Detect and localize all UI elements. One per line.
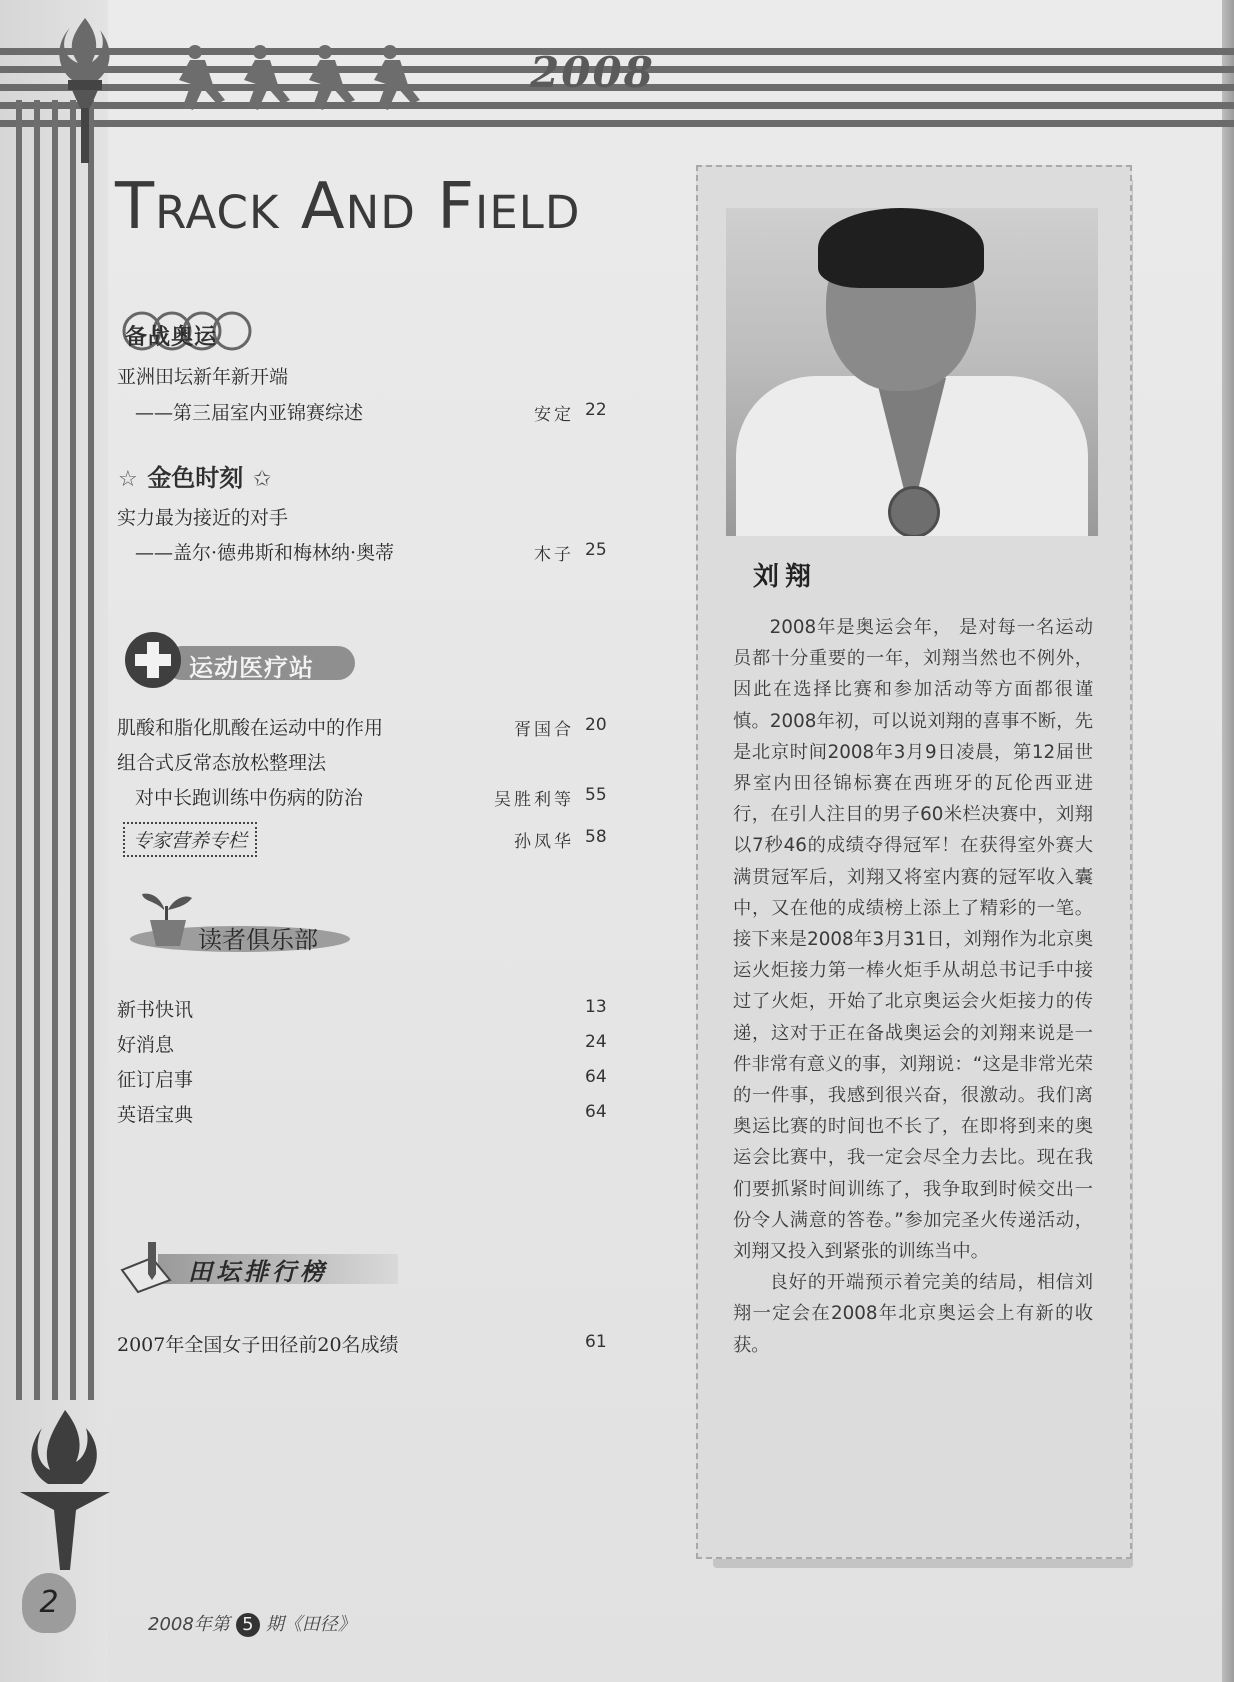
- toc-entry-author: 孙凤华: [514, 832, 574, 852]
- toc-entry-page[interactable]: 64: [585, 1067, 607, 1087]
- toc-entry-page[interactable]: 20: [585, 715, 607, 735]
- footer-suffix: 期《田径》: [265, 1614, 356, 1635]
- section-title: 读者俱乐部: [198, 926, 318, 954]
- flame-icon: [20, 1410, 110, 1570]
- expert-nutrition-column-label[interactable]: [123, 822, 257, 857]
- page-title: Track And Field: [115, 170, 581, 244]
- section-title: 金色时刻: [147, 464, 244, 492]
- toc-entry-title[interactable]: 征订启事: [117, 1069, 194, 1091]
- pencil-notepad-icon: [118, 1240, 178, 1296]
- toc-entry-subtitle[interactable]: ——第三届室内亚锦赛综述: [135, 402, 364, 424]
- toc-entry-title[interactable]: 英语宝典: [117, 1104, 194, 1126]
- toc-entry-subtitle[interactable]: 对中长跑训练中伤病的防治: [135, 787, 364, 809]
- athlete-name: 刘翔: [753, 562, 818, 592]
- toc-entry-title[interactable]: 组合式反常态放松整理法: [117, 752, 327, 774]
- toc-entry-page[interactable]: 64: [585, 1102, 607, 1122]
- sprout-pot-icon: [134, 880, 204, 950]
- star-icon: ☆: [118, 467, 138, 492]
- runners-illustration: [165, 40, 525, 120]
- toc-entry-title[interactable]: 亚洲田坛新年新开端: [117, 366, 289, 388]
- column-title: 专家营养专栏: [133, 830, 248, 852]
- section-title: 田坛排行榜: [188, 1258, 328, 1286]
- section-logo-readers-club: [120, 880, 360, 960]
- toc-entry-page[interactable]: 55: [585, 785, 607, 805]
- toc-entry-title[interactable]: 2007年全国女子田径前20名成绩: [117, 1334, 399, 1356]
- issue-footer: [148, 1610, 356, 1637]
- toc-entry-page[interactable]: 58: [585, 827, 607, 847]
- toc-entry-page[interactable]: 22: [585, 400, 607, 420]
- bio-paragraph: 良好的开端预示着完美的结局，相信刘翔一定会在2008年北京奥运会上有新的收获。: [733, 1272, 1093, 1356]
- section-title: 运动医疗站: [189, 654, 314, 682]
- toc-entry-page[interactable]: 24: [585, 1032, 607, 1052]
- torch-icon: [50, 18, 120, 163]
- athlete-photo: [726, 208, 1098, 536]
- toc-entry-author: 木子: [534, 545, 574, 565]
- bio-paragraph: 2008年是奥运会年， 是对每一名运动员都十分重要的一年，刘翔当然也不例外，因此在选择比赛和参加活动等方面都很谨慎。2008年初，可以说刘翔的喜事不断，先是北京时间2008年3月9日凌晨，第12届世界室内田径锦标赛在西班牙的瓦伦西亚进行，在引人注目的男子60米栏决赛中，刘翔以7秒46的成绩夺得冠军！在获得室外赛大满贯冠军后，刘翔又将室内赛的冠军收入囊中，又在他的成绩榜上添上了精彩的一笔。接下来是2008年3月31日，刘翔作为北京奥运火炬接力第一棒火炬手从胡总书记手中接过了火炬，开始了北京奥运会火炬接力的传递，这对于正在备战奥运会的刘翔来说是一件非常有意义的事，刘翔说：“这是非常光荣的一件事，我感到很兴奋，很激动。我们离奥运比赛的时间也不长了，在即将到来的奥运会比赛中，我一定会尽全力去比。现在我们要抓紧时间训练了，我争取到时候交出一份令人满意的答卷。”参加完圣火传递活动，刘翔又投入到紧张的训练当中。: [733, 617, 1093, 1263]
- toc-entry-title[interactable]: 肌酸和脂化肌酸在运动中的作用: [117, 717, 384, 739]
- page-number: 2: [22, 1573, 76, 1633]
- toc-entry-author: 吴胜利等: [494, 790, 574, 810]
- toc-entry-author: 胥国合: [514, 720, 574, 740]
- toc-entry-page[interactable]: 13: [585, 997, 607, 1017]
- section-title: 备战奥运: [125, 325, 218, 350]
- left-vertical-stripes: [16, 100, 106, 1400]
- section-logo-rankings: [118, 1240, 398, 1300]
- star-icon: ✩: [252, 467, 272, 492]
- section-logo-sports-medicine: [125, 632, 355, 690]
- binding-edge: [1222, 0, 1234, 1682]
- medal-icon: [888, 486, 940, 536]
- toc-entry-title[interactable]: 实力最为接近的对手: [117, 507, 289, 529]
- toc-entry-subtitle[interactable]: ——盖尔·德弗斯和梅林纳·奥蒂: [135, 542, 395, 564]
- toc-entry-title[interactable]: 新书快讯: [117, 999, 194, 1021]
- toc-entry-page[interactable]: 25: [585, 540, 607, 560]
- toc-entry-page[interactable]: 61: [585, 1332, 607, 1352]
- medical-cross-icon: [125, 632, 181, 688]
- toc-entry-title[interactable]: 好消息: [117, 1034, 175, 1056]
- issue-number-badge: 5: [236, 1613, 260, 1637]
- footer-prefix: 2008年第: [148, 1614, 230, 1635]
- toc-entry-author: 安定: [534, 405, 574, 425]
- section-logo-golden-moment: [118, 458, 271, 493]
- year-banner: 2008: [530, 48, 655, 97]
- section-logo-olympic-prep: [125, 320, 217, 351]
- athlete-bio: [733, 612, 1093, 1361]
